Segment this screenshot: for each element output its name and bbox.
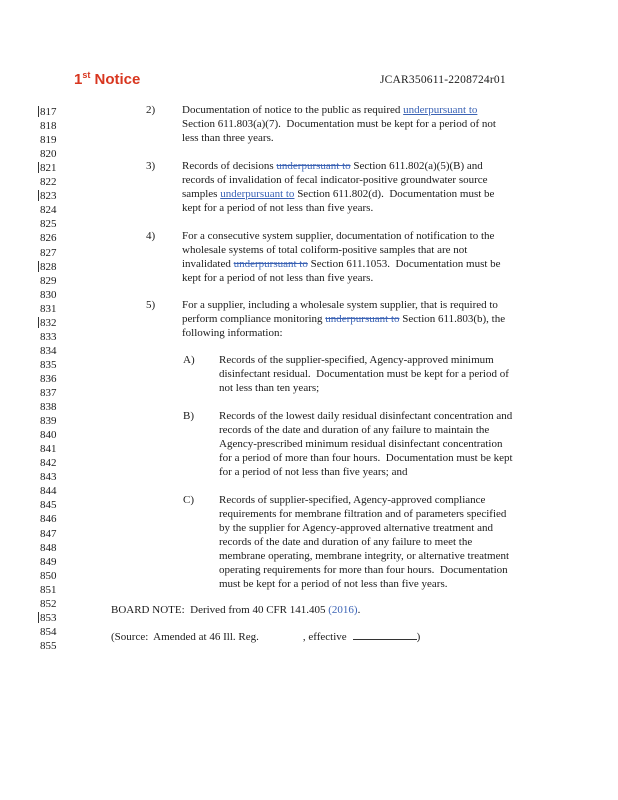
- line-number: 821: [40, 162, 57, 175]
- sub-c-line-1: Records of supplier-specified, Agency-approved compliance: [219, 494, 486, 506]
- line-number: 847: [40, 527, 57, 540]
- item-4-line-1: For a consecutive system supplier, documentation of notification to the: [182, 230, 495, 242]
- line-number: 844: [40, 485, 57, 498]
- revision-bar: [38, 612, 39, 623]
- sub-c-line-7: must be kept for a period of not less than five years.: [219, 578, 448, 590]
- line-number: 854: [40, 625, 57, 638]
- item-4-line-3: invalidated underpursuant to Section 611.1053. Documentation must be: [182, 258, 501, 270]
- line-number: 824: [40, 204, 57, 217]
- item-5-number: 5): [146, 299, 156, 311]
- line-number: 834: [40, 344, 57, 357]
- board-note: BOARD NOTE: Derived from 40 CFR 141.405 (2016).: [111, 604, 361, 616]
- item-3-line-1: Records of decisions underpursuant to Section 611.802(a)(5)(B) and: [182, 160, 483, 172]
- item-2-line-1: Documentation of notice to the public as required underpursuant to: [182, 104, 478, 116]
- line-number: 839: [40, 415, 57, 428]
- line-number: 845: [40, 499, 57, 512]
- sub-c-line-6: operating requirements for more than four hours. Documentation: [219, 564, 508, 576]
- source-note: (Source: Amended at 46 Ill. Reg. , effective ): [111, 631, 421, 643]
- sub-c-label: C): [183, 494, 194, 506]
- line-number: 828: [40, 260, 57, 273]
- line-number: 849: [40, 555, 57, 568]
- line-number: 823: [40, 190, 57, 203]
- line-number: 843: [40, 471, 57, 484]
- line-number: 833: [40, 330, 57, 343]
- item-4-line-4: kept for a period of not less than five years.: [182, 272, 374, 284]
- line-number: 820: [40, 148, 57, 161]
- notice-heading: 1st Notice: [74, 70, 141, 88]
- line-number: 827: [40, 246, 57, 259]
- line-number: 836: [40, 372, 57, 385]
- line-number: 852: [40, 597, 57, 610]
- line-number: 846: [40, 513, 57, 526]
- line-number: 829: [40, 274, 57, 287]
- revision-bar: [38, 106, 39, 117]
- item-2-line-2: Section 611.803(a)(7). Documentation must be kept for a period of not: [182, 118, 496, 130]
- line-number: 832: [40, 316, 57, 329]
- revision-bar: [38, 162, 39, 173]
- sub-a-line-3: not less than ten years;: [219, 382, 320, 394]
- sub-b-line-5: for a period of not less than five years; and: [219, 466, 408, 478]
- line-number: 842: [40, 457, 57, 470]
- sub-b-line-2: records of the date and duration of any failure to maintain the: [219, 424, 490, 436]
- line-number: 838: [40, 401, 57, 414]
- line-number: 855: [40, 639, 57, 652]
- item-5-line-2: perform compliance monitoring underpursuant to Section 611.803(b), the: [182, 313, 506, 325]
- sub-c-line-2: requirements for membrane filtration and of parameters specified: [219, 508, 507, 520]
- line-number: 825: [40, 218, 57, 231]
- line-number: 837: [40, 387, 57, 399]
- sub-c-line-4: records of the date and duration of any failure to meet the: [219, 536, 473, 548]
- revision-bar: [38, 190, 39, 201]
- sub-c-line-5: membrane operating, membrane integrity, or alternative treatment: [219, 550, 510, 562]
- item-5-line-1: For a supplier, including a wholesale system supplier, that is required to: [182, 299, 498, 311]
- item-4-line-2: wholesale systems of total coliform-positive samples that are not: [182, 244, 468, 256]
- item-5-line-3: following information:: [182, 327, 283, 339]
- line-number: 818: [40, 120, 57, 133]
- sub-b-line-4: for a period of more than four hours. Documentation must be kept: [219, 452, 513, 464]
- item-2-number: 2): [146, 104, 156, 116]
- sub-a-line-1: Records of the supplier-specified, Agency-approved minimum: [219, 354, 494, 366]
- line-number: 853: [40, 611, 57, 624]
- sub-b-line-1: Records of the lowest daily residual disinfectant concentration and: [219, 410, 513, 422]
- sub-c-line-3: by the supplier for Agency-approved alternative treatment and: [219, 522, 493, 534]
- line-number: 830: [40, 288, 57, 301]
- line-number: 850: [40, 569, 57, 582]
- item-3-line-3: samples underpursuant to Section 611.802(d). Documentation must be: [182, 188, 495, 200]
- line-number: 817: [40, 106, 57, 118]
- line-number: 819: [40, 134, 57, 147]
- effective-date-blank: [353, 630, 417, 640]
- line-number: 831: [40, 302, 57, 315]
- item-3-line-2: records of invalidation of fecal indicator-positive groundwater source: [182, 174, 488, 186]
- line-number: 841: [40, 443, 57, 456]
- revision-bar: [38, 261, 39, 272]
- item-3-line-4: kept for a period of not less than five years.: [182, 202, 374, 214]
- line-number: 835: [40, 358, 57, 371]
- document-id: JCAR350611-2208724r01: [380, 74, 506, 86]
- line-number: 851: [40, 583, 57, 596]
- line-number: 822: [40, 176, 57, 189]
- revision-bar: [38, 317, 39, 328]
- sub-a-line-2: disinfectant residual. Documentation must be kept for a period of: [219, 368, 509, 380]
- line-number: 840: [40, 429, 57, 442]
- sub-b-label: B): [183, 410, 194, 422]
- item-2-line-3: less than three years.: [182, 132, 274, 144]
- item-4-number: 4): [146, 230, 156, 242]
- line-number: 826: [40, 232, 57, 245]
- sub-b-line-3: Agency-prescribed minimum residual disinfectant concentration: [219, 438, 503, 450]
- sub-a-label: A): [183, 354, 195, 366]
- line-number: 848: [40, 541, 57, 554]
- item-3-number: 3): [146, 160, 156, 172]
